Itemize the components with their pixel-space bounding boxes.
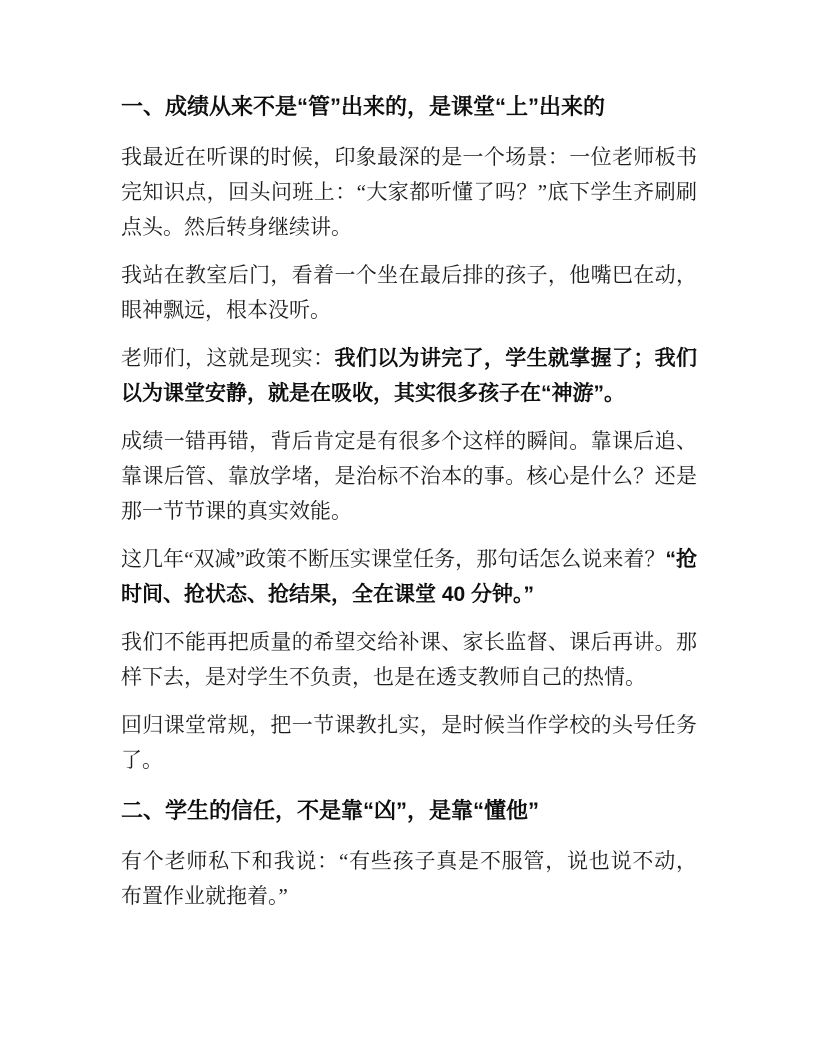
text-run: 老师们，这就是现实： xyxy=(121,346,335,370)
section-heading xyxy=(121,794,697,828)
text-run: 我站在教室后门，看着一个坐在最后排的孩子，他嘴巴在动，眼神飘远，根本没听。 xyxy=(121,263,697,322)
paragraph xyxy=(121,844,697,914)
bold-text-run: “抢时间、抢状态、抢结果，全在课堂 40 分钟。” xyxy=(121,548,697,606)
paragraph xyxy=(121,625,697,695)
paragraph xyxy=(121,140,697,245)
bold-text-run: 我们以为讲完了，学生就掌握了；我们以为课堂安静，就是在吸收，其实很多孩子在“神游”。 xyxy=(121,347,698,405)
paragraph xyxy=(121,542,697,612)
section-heading xyxy=(121,90,697,124)
text-run: 我最近在听课的时候，印象最深的是一个场景：一位老师板书完知识点，回头问班上：“大家都听懂了吗？”底下学生齐刷刷点头。然后转身继续讲。 xyxy=(121,145,697,239)
text-run: 这几年“双减”政策不断压实课堂任务，那句话怎么说来着？ xyxy=(121,547,666,571)
document-body xyxy=(121,90,697,914)
paragraph xyxy=(121,424,697,529)
bold-text-run: 一、成绩从来不是“管”出来的，是课堂“上”出来的 xyxy=(121,94,606,119)
paragraph xyxy=(121,708,697,778)
text-run: 我们不能再把质量的希望交给补课、家长监督、课后再讲。那样下去，是对学生不负责，也是在透支教师自己的热情。 xyxy=(121,630,697,689)
text-run: 成绩一错再错，背后肯定是有很多个这样的瞬间。靠课后追、靠课后管、靠放学堵，是治标不治本的事。核心是什么？还是那一节节课的真实效能。 xyxy=(121,429,697,523)
text-run: 回归课堂常规，把一节课教扎实，是时候当作学校的头号任务了。 xyxy=(121,713,697,772)
bold-text-run: 二、学生的信任，不是靠“凶”，是靠“懂他” xyxy=(121,798,540,823)
text-run: 有个老师私下和我说：“有些孩子真是不服管，说也说不动，布置作业就拖着。” xyxy=(121,849,697,908)
paragraph xyxy=(121,258,697,328)
paragraph xyxy=(121,341,697,411)
